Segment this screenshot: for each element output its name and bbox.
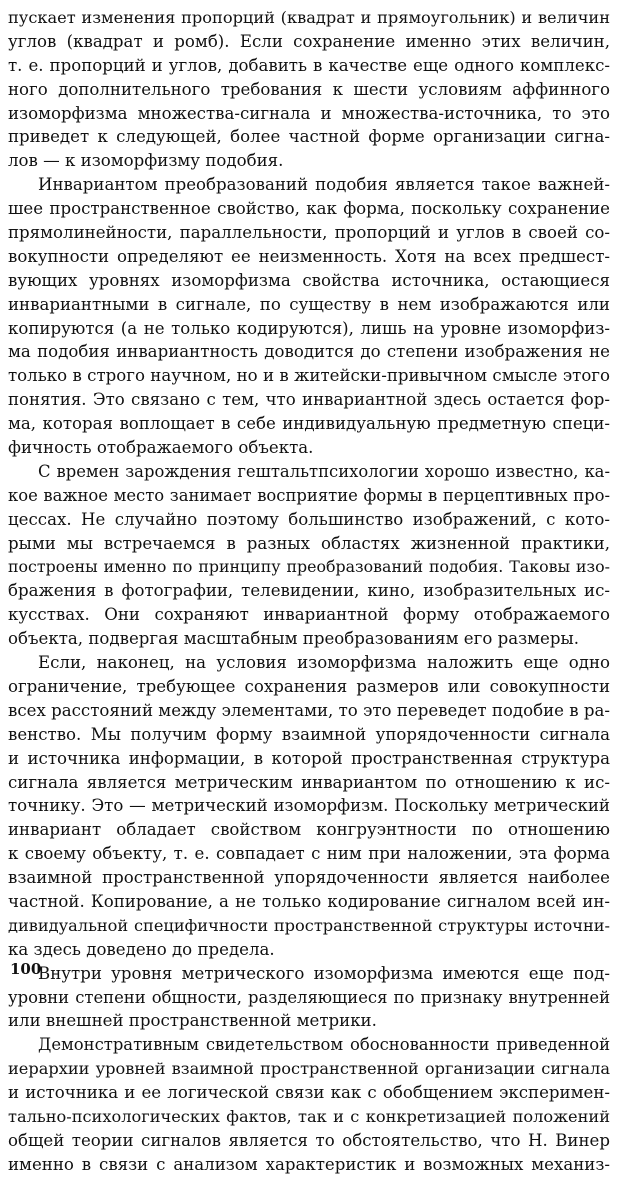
- text-line: кое важное место занимает восприятие формы в перцептивных про-: [8, 485, 610, 505]
- text-line: инвариант обладает свойством конгруэнтности по отношению: [8, 820, 610, 840]
- text-line: всех расстояний между элементами, то это переведет подобие в ра-: [8, 700, 610, 720]
- text-line: лов — к изоморфизму подобия.: [8, 151, 284, 171]
- text-line: С времен зарождения гештальтпсихологии хорошо известно, ка-: [38, 461, 610, 481]
- text-line: точнику. Это — метрический изоморфизм. Поскольку метрический: [8, 796, 610, 816]
- text-line: построены именно по принципу преобразований подобия. Таковы изо-: [8, 557, 610, 577]
- text-line: Инвариантом преобразований подобия является такое важней-: [38, 175, 610, 195]
- text-line: приведет к следующей, более частной форме организации сигна-: [8, 127, 610, 147]
- text-line: тально-психологических фактов, так и с конкретизацией положений: [8, 1106, 610, 1126]
- text-line: ма подобия инвариантность доводится до степени изображения не: [8, 342, 610, 362]
- text-line: бражения в фотографии, телевидении, кино, изобразительных ис-: [8, 581, 610, 601]
- text-line: только в строго научном, но и в житейски-привычном смысле этого: [8, 366, 610, 386]
- text-line: вокупности определяют ее неизменность. Хотя на всех предшест-: [8, 246, 610, 266]
- text-line: прямолинейности, параллельности, пропорций и углов в своей со-: [8, 223, 610, 243]
- text-line: ка здесь доведено до предела.: [8, 939, 275, 959]
- text-line: или внешней пространственной метрики.: [8, 1011, 377, 1031]
- page-body: [8, 6, 610, 1177]
- text-line: общей теории сигналов является то обстоятельство, что Н. Винер: [8, 1130, 610, 1150]
- text-line: и источника информации, в которой пространственная структура: [8, 748, 610, 768]
- text-line: изоморфизма множества-сигнала и множества-источника, то это: [8, 103, 610, 123]
- text-line: т. е. пропорций и углов, добавить в качестве еще одного комплекс-: [8, 55, 610, 75]
- text-line: объекта, подвергая масштабным преобразованиям его размеры.: [8, 629, 579, 649]
- text-line: венство. Мы получим форму взаимной упорядоченности сигнала: [8, 724, 610, 744]
- text-line: взаимной пространственной упорядоченности является наиболее: [8, 868, 610, 888]
- text-line: кусствах. Они сохраняют инвариантной форму отображаемого: [8, 605, 610, 625]
- text-line: вующих уровнях изоморфизма свойства источника, остающиеся: [8, 270, 610, 290]
- text-line: и источника и ее логической связи как с обобщением эксперимен-: [8, 1083, 610, 1103]
- text-line: копируются (а не только кодируются), лишь на уровне изоморфиз-: [8, 318, 610, 338]
- text-line: углов (квадрат и ромб). Если сохранение именно этих величин,: [8, 31, 610, 51]
- text-line: ма, которая воплощает в себе индивидуальную предметную специ-: [8, 414, 610, 434]
- text-line: шее пространственное свойство, как форма, поскольку сохранение: [8, 199, 610, 219]
- text-line: пускает изменения пропорций (квадрат и прямоугольник) и величин: [8, 8, 610, 27]
- text-line: к своему объекту, т. е. совпадает с ним при наложении, эта форма: [8, 844, 610, 864]
- text-line: дивидуальной специфичности пространственной структуры источни-: [8, 915, 610, 935]
- text-line: рыми мы встречаемся в разных областях жизненной практики,: [8, 533, 610, 553]
- text-line: Внутри уровня метрического изоморфизма имеются еще под-: [38, 963, 610, 983]
- text-line: сигнала является метрическим инвариантом по отношению к ис-: [8, 772, 610, 792]
- text-line: Если, наконец, на условия изоморфизма наложить еще одно: [38, 653, 610, 673]
- text-line: инвариантными в сигнале, по существу в нем изображаются или: [8, 294, 610, 314]
- page-number: 100: [10, 960, 42, 978]
- text-line: фичность отображаемого объекта.: [8, 438, 314, 458]
- text-line: иерархии уровней взаимной пространственной организации сигнала: [8, 1059, 610, 1079]
- text-line: Демонстративным свидетельством обоснованности приведенной: [38, 1035, 610, 1055]
- text-line: уровни степени общности, разделяющиеся по признаку внутренней: [8, 987, 610, 1007]
- text-line: понятия. Это связано с тем, что инвариантной здесь остается фор-: [8, 390, 610, 410]
- text-line: именно в связи с анализом характеристик и возможных механиз-: [8, 1154, 610, 1174]
- text-line: ограничение, требующее сохранения размеров или совокупности: [8, 676, 610, 696]
- text-line: ного дополнительного требования к шести условиям аффинного: [8, 79, 610, 99]
- text-line: цессах. Не случайно поэтому большинство изображений, с кото-: [8, 509, 610, 529]
- text-line: частной. Копирование, а не только кодирование сигналом всей ин-: [8, 891, 610, 911]
